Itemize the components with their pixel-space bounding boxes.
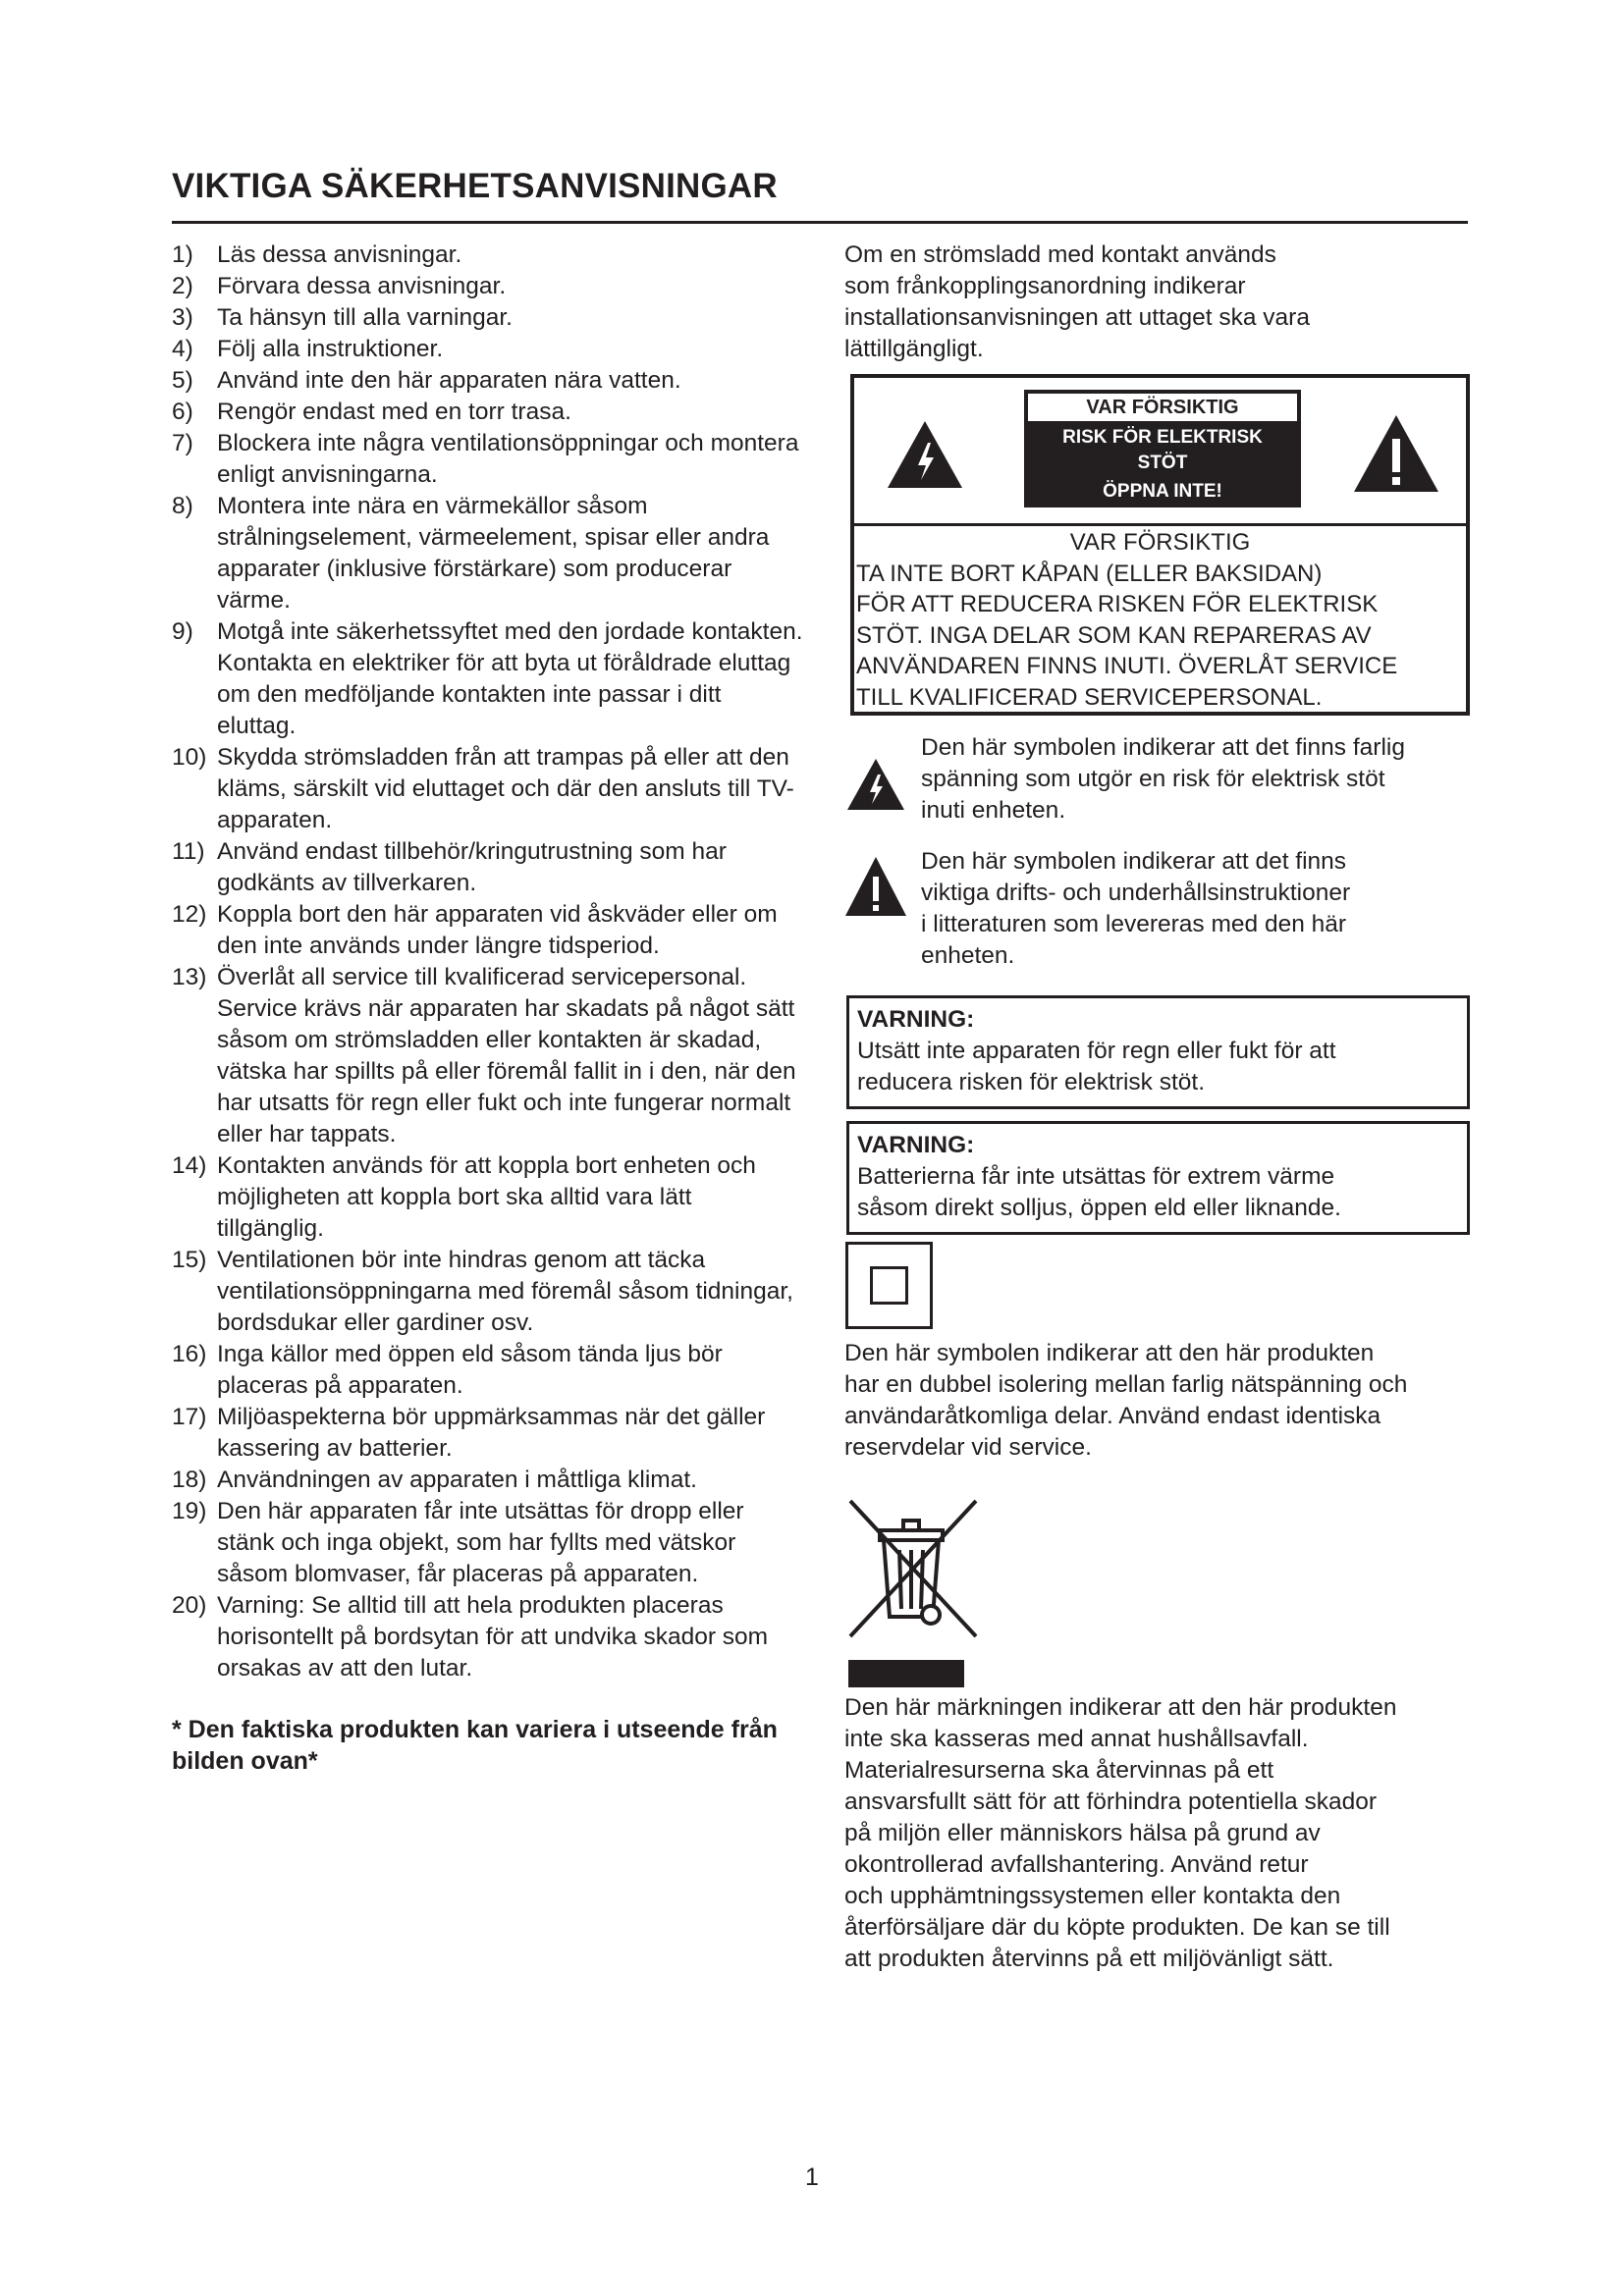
footnote: * Den faktiska produkten kan variera i utseende från bilden ovan*: [172, 1716, 778, 1775]
instruction-number: 19): [172, 1498, 207, 1524]
weee-line: Materialresurserna ska återvinnas på ett: [844, 1757, 1274, 1784]
double-insulation-line: Den här symbolen indikerar att den här produkten: [844, 1340, 1375, 1366]
instruction-text: Använd endast tillbehör/kringutrustning som har godkänts av tillverkaren.: [217, 838, 727, 896]
exclamation-symbol-line: i litteraturen som levereras med den här: [921, 911, 1347, 937]
instruction-text: Kontakten används för att koppla bort enheten och möjligheten att koppla bort ska alltid vara lätt tillgänglig.: [217, 1152, 756, 1242]
intro-line: installationsanvisningen att uttaget ska vara: [844, 304, 1310, 331]
warning-box-batteries: [846, 1121, 1470, 1235]
exclamation-symbol-icon: [844, 856, 907, 917]
lightning-symbol-line: inuti enheten.: [921, 797, 1066, 824]
caution-text: [854, 527, 1466, 713]
instruction-text: Skydda strömsladden från att trampas på eller att den kläms, särskilt vid eluttaget och där den ansluts till TV-apparaten.: [217, 744, 794, 833]
double-insulation-line: användaråtkomliga delar. Använd endast identiska: [844, 1403, 1381, 1429]
caution-label-head: VAR FÖRSIKTIG: [1028, 394, 1297, 421]
instruction-number: 11): [172, 838, 205, 865]
double-insulation-icon: [845, 1242, 933, 1329]
instruction-number: 13): [172, 964, 207, 990]
instruction-text: Överlåt all service till kvalificerad servicepersonal. Service krävs när apparaten har skadats på något sätt såsom om strömsladden eller kontakten är skadad, vätska har spillts på eller föremål fallit in i den, när den har utsatts för regn eller fukt och inte fungerar normalt eller har tappats.: [217, 964, 796, 1148]
instruction-item: [172, 616, 805, 742]
intro-paragraph: [844, 240, 1473, 365]
exclamation-symbol-line: viktiga drifts- och underhållsinstruktioner: [921, 880, 1351, 906]
instruction-item: [172, 1496, 805, 1590]
instruction-number: 8): [172, 493, 193, 519]
instruction-number: 1): [172, 241, 193, 268]
weee-explanation: [844, 1692, 1473, 1975]
weee-line: och upphämtningssystemen eller kontakta den: [844, 1883, 1341, 1909]
instruction-item: [172, 742, 805, 836]
instruction-item: [172, 334, 805, 365]
instruction-text: Montera inte nära en värmekällor såsom strålningselement, värmeelement, spisar eller andra apparater (inklusive förstärkare) som producerar värme.: [217, 493, 770, 614]
instruction-text: Koppla bort den här apparaten vid åskväder eller om den inte används under längre tidsperiod.: [217, 901, 778, 959]
instruction-text: Blockera inte några ventilationsöppningar och montera enligt anvisningarna.: [217, 430, 799, 488]
lightning-symbol-icon: [846, 758, 905, 811]
weee-line: att produkten återvinns på ett miljövänligt sätt.: [844, 1946, 1334, 1972]
instruction-text: Ventilationen bör inte hindras genom att täcka ventilationsöppningarna med föremål såsom tidningar, bordsdukar eller gardiner osv.: [217, 1247, 793, 1336]
lightning-symbol-text: [921, 732, 1476, 827]
instruction-number: 9): [172, 618, 193, 645]
instruction-item: [172, 240, 805, 271]
double-insulation-line: reservdelar vid service.: [844, 1434, 1092, 1461]
instruction-number: 17): [172, 1404, 207, 1430]
instruction-text: Använd inte den här apparaten nära vatten.: [217, 367, 681, 394]
caution-label-risk-line: STÖT: [1137, 453, 1188, 473]
instruction-number: 12): [172, 901, 207, 928]
instruction-text: Följ alla instruktioner.: [217, 336, 444, 362]
instruction-number: 4): [172, 336, 193, 362]
title-divider: [172, 221, 1468, 224]
instruction-text: Förvara dessa anvisningar.: [217, 273, 507, 299]
instruction-number: 5): [172, 367, 193, 394]
instruction-number: 14): [172, 1152, 207, 1179]
instruction-item: [172, 899, 805, 962]
instructions-column: [172, 240, 805, 1777]
instruction-text: Miljöaspekterna bör uppmärksammas när det gäller kassering av batterier.: [217, 1404, 766, 1462]
instruction-item: [172, 1402, 805, 1465]
instruction-text: Rengör endast med en torr trasa.: [217, 399, 571, 425]
instruction-item: [172, 397, 805, 428]
weee-line: Den här märkningen indikerar att den här produkten: [844, 1694, 1397, 1721]
instruction-number: 20): [172, 1592, 207, 1619]
exclamation-symbol-text: [921, 846, 1476, 972]
instruction-item: [172, 428, 805, 491]
caution-label: [1024, 390, 1301, 507]
intro-line: som frånkopplingsanordning indikerar: [844, 273, 1246, 299]
warning-heading: VARNING:: [857, 1006, 975, 1033]
page-title: VIKTIGA SÄKERHETSANVISNINGAR: [172, 167, 778, 205]
caution-box: [850, 374, 1470, 716]
instruction-item: [172, 365, 805, 397]
weee-line: på miljön eller människors hälsa på grund av: [844, 1820, 1321, 1846]
caution-text-line: TA INTE BORT KÅPAN (ELLER BAKSIDAN): [856, 560, 1323, 587]
double-insulation-explanation: [844, 1338, 1473, 1464]
instruction-text: Motgå inte säkerhetssyftet med den jordade kontakten. Kontakta en elektriker för att byta ut föråldrade eluttag om den medföljande kontakten inte passar i ditt eluttag.: [217, 618, 803, 739]
instruction-number: 7): [172, 430, 193, 456]
weee-crossed-bin-icon: [846, 1497, 984, 1644]
warning-line: reducera risken för elektrisk stöt.: [857, 1069, 1206, 1095]
instruction-text: Varning: Se alltid till att hela produkten placeras horisontellt på bordsytan för att undvika skador som orsakas av att den lutar.: [217, 1592, 769, 1682]
caution-text-line: FÖR ATT REDUCERA RISKEN FÖR ELEKTRISK: [856, 591, 1379, 617]
intro-line: Om en strömsladd med kontakt används: [844, 241, 1276, 268]
weee-line: ansvarsfullt sätt för att förhindra potentiella skador: [844, 1789, 1378, 1815]
lightning-warning-icon: [886, 419, 964, 490]
instruction-number: 18): [172, 1467, 207, 1493]
instruction-item: [172, 1465, 805, 1496]
caution-label-risk: [1024, 425, 1301, 476]
warning-heading: VARNING:: [857, 1132, 975, 1158]
exclamation-symbol-line: Den här symbolen indikerar att det finns: [921, 848, 1347, 875]
instruction-item: [172, 271, 805, 302]
instruction-text: Den här apparaten får inte utsättas för dropp eller stänk och inga objekt, som har fyllts med vätskor såsom blomvaser, får placeras på apparaten.: [217, 1498, 744, 1587]
instruction-text: Inga källor med öppen eld såsom tända ljus bör placeras på apparaten.: [217, 1341, 723, 1399]
instruction-item: [172, 1590, 805, 1684]
instruction-item: [172, 1150, 805, 1245]
instruction-number: 6): [172, 399, 193, 425]
instruction-item: [172, 302, 805, 334]
instruction-text: Ta hänsyn till alla varningar.: [217, 304, 513, 331]
instruction-number: 15): [172, 1247, 207, 1273]
instruction-item: [172, 1339, 805, 1402]
caution-text-line: ANVÄNDAREN FINNS INUTI. ÖVERLÅT SERVICE: [856, 653, 1398, 679]
caution-label-risk-line: RISK FÖR ELEKTRISK: [1062, 427, 1263, 448]
caution-label-open: ÖPPNA INTE!: [1103, 481, 1222, 502]
weee-black-bar: [848, 1660, 964, 1687]
instruction-item: [172, 1245, 805, 1339]
caution-text-heading: VAR FÖRSIKTIG: [1069, 529, 1251, 556]
instruction-item: [172, 962, 805, 1150]
lightning-symbol-line: spänning som utgör en risk för elektrisk stöt: [921, 766, 1385, 792]
instruction-number: 2): [172, 273, 193, 299]
instruction-number: 10): [172, 744, 207, 771]
double-insulation-line: har en dubbel isolering mellan farlig nätspänning och: [844, 1371, 1408, 1398]
warning-line: Batterierna får inte utsättas för extrem värme: [857, 1163, 1335, 1190]
page-number: 1: [805, 2163, 819, 2191]
weee-line: inte ska kasseras med annat hushållsavfall.: [844, 1726, 1309, 1752]
double-insulation-inner-square: [870, 1266, 908, 1305]
instruction-number: 3): [172, 304, 193, 331]
exclamation-symbol-line: enheten.: [921, 942, 1015, 969]
weee-line: återförsäljare där du köpte produkten. De kan se till: [844, 1914, 1390, 1941]
weee-line: okontrollerad avfallshantering. Använd retur: [844, 1851, 1309, 1878]
caution-text-line: STÖT. INGA DELAR SOM KAN REPARERAS AV: [856, 621, 1372, 649]
warning-box-moisture: [846, 995, 1470, 1109]
instruction-item: [172, 491, 805, 616]
caution-text-line: TILL KVALIFICERAD SERVICEPERSONAL.: [856, 683, 1323, 711]
exclamation-warning-icon: [1352, 413, 1440, 494]
warning-line: Utsätt inte apparaten för regn eller fukt för att: [857, 1038, 1336, 1064]
instructions-list: [172, 240, 805, 1684]
intro-line: lättillgängligt.: [844, 336, 984, 362]
warning-line: såsom direkt solljus, öppen eld eller liknande.: [857, 1195, 1341, 1221]
instruction-text: Användningen av apparaten i måttliga klimat.: [217, 1467, 697, 1493]
lightning-symbol-line: Den här symbolen indikerar att det finns farlig: [921, 734, 1405, 761]
instruction-item: [172, 836, 805, 899]
instruction-number: 16): [172, 1341, 207, 1367]
instruction-text: Läs dessa anvisningar.: [217, 241, 462, 268]
caution-label-row: [854, 378, 1466, 526]
